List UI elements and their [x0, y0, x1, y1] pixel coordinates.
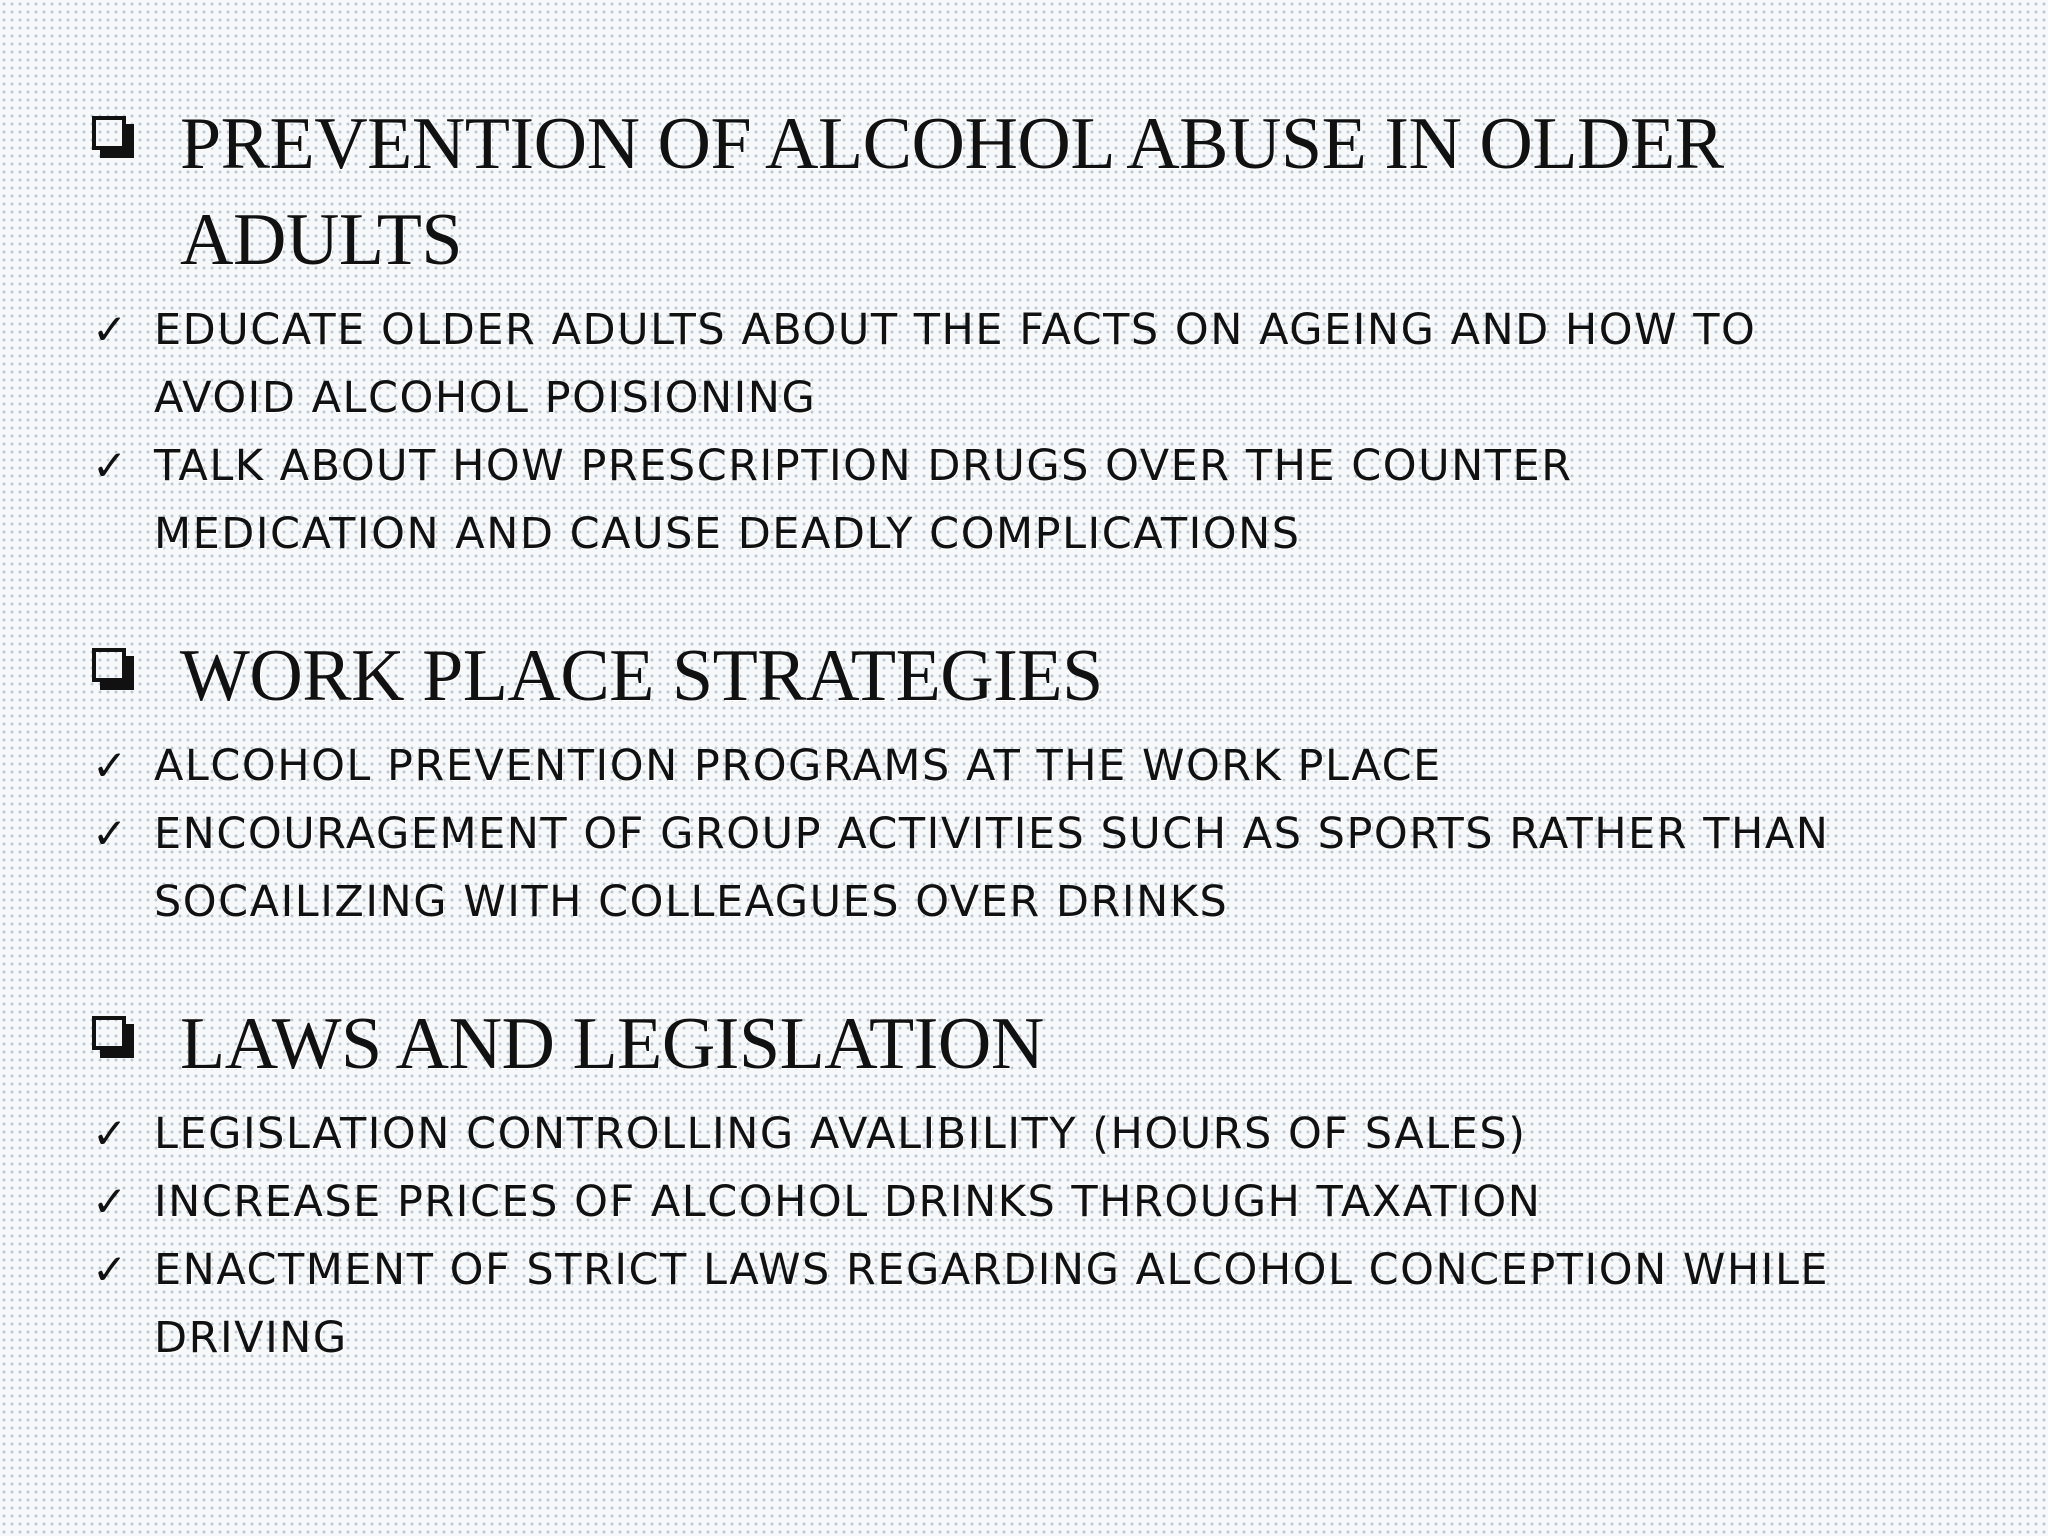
bullet-list — [92, 296, 1992, 568]
checkbox-square-icon — [92, 1016, 138, 1062]
checkbox-square-icon — [92, 116, 138, 162]
list-item-text: EDUCATE OLDER ADULTS ABOUT THE FACTS ON AGEING AND HOW TO AVOID ALCOHOL POISIONING — [154, 305, 1757, 423]
section-heading — [92, 996, 1992, 1092]
checkmark-icon: ✓ — [92, 1109, 128, 1158]
section-heading-text: PREVENTION OF ALCOHOL ABUSE IN OLDER ADULTS — [180, 103, 1724, 281]
section-heading-text: LAWS AND LEGISLATION — [180, 1003, 1044, 1085]
checkmark-icon: ✓ — [92, 809, 128, 858]
section-prevention-older-adults — [92, 96, 1992, 568]
list-item-text: INCREASE PRICES OF ALCOHOL DRINKS THROUGH TAXATION — [154, 1177, 1542, 1227]
section-laws-and-legislation — [92, 996, 1992, 1372]
list-item — [92, 1236, 1992, 1372]
section-heading — [92, 628, 1992, 724]
list-item — [92, 732, 1992, 800]
list-item-text: TALK ABOUT HOW PRESCRIPTION DRUGS OVER THE COUNTER MEDICATION AND CAUSE DEADLY COMPLICATIONS — [154, 441, 1573, 559]
checkmark-icon: ✓ — [92, 1177, 128, 1226]
list-item — [92, 1168, 1992, 1236]
checkmark-icon: ✓ — [92, 1245, 128, 1294]
list-item — [92, 800, 1992, 936]
list-item-text: LEGISLATION CONTROLLING AVALIBILITY (HOURS OF SALES) — [154, 1109, 1527, 1159]
checkmark-icon: ✓ — [92, 741, 128, 790]
section-heading-text: WORK PLACE STRATEGIES — [180, 635, 1103, 717]
list-item — [92, 296, 1992, 432]
checkmark-icon: ✓ — [92, 441, 128, 490]
list-item — [92, 1100, 1992, 1168]
bullet-list — [92, 732, 1992, 936]
checkbox-square-icon — [92, 648, 138, 694]
list-item-text: ENACTMENT OF STRICT LAWS REGARDING ALCOHOL CONCEPTION WHILE DRIVING — [154, 1245, 1830, 1363]
section-work-place-strategies — [92, 628, 1992, 936]
section-heading — [92, 96, 1992, 288]
list-item-text: ENCOURAGEMENT OF GROUP ACTIVITIES SUCH AS SPORTS RATHER THAN SOCAILIZING WITH COLLEAGUES OVER DRINKS — [154, 809, 1830, 927]
list-item-text: ALCOHOL PREVENTION PROGRAMS AT THE WORK PLACE — [154, 741, 1442, 791]
list-item — [92, 432, 1992, 568]
bullet-list — [92, 1100, 1992, 1372]
checkmark-icon: ✓ — [92, 305, 128, 354]
